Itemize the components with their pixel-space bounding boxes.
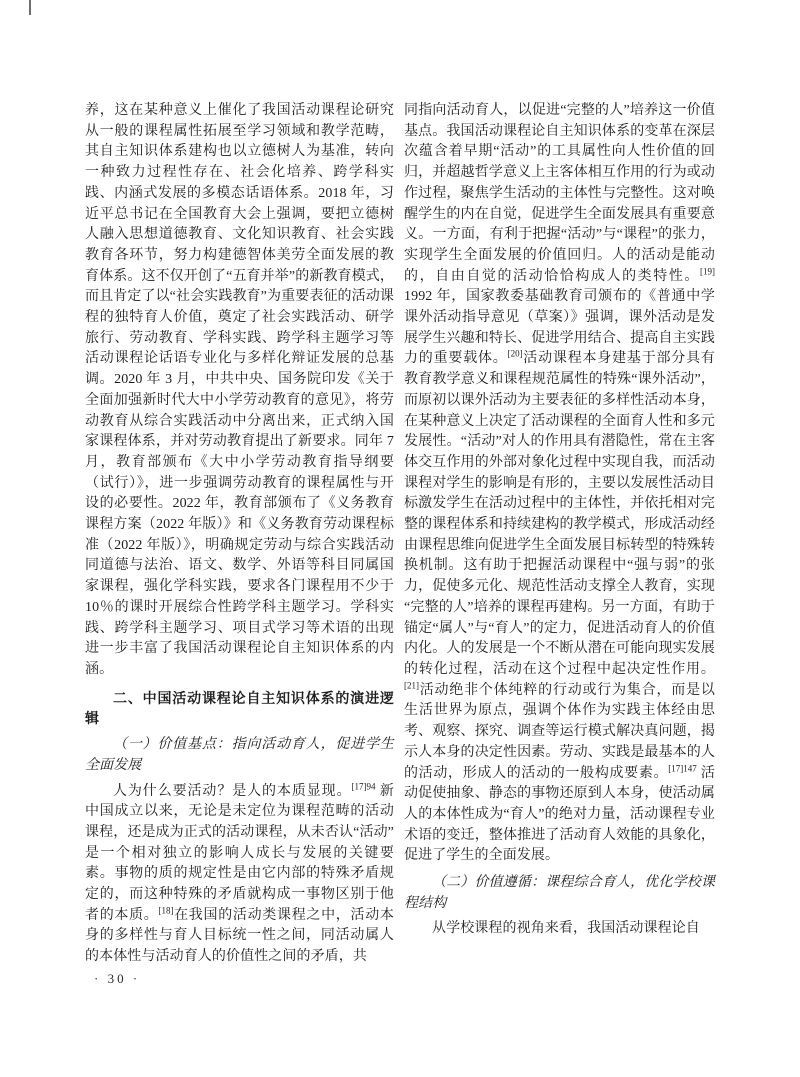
- paragraph: 养，这在某种意义上催化了我国活动课程论研究从一般的课程属性拓展至学习领域和教学范畴，其自主知识体系建构也以立德树人为基准，转向一种致力过程性存在、社会化培养、跨学科实践、内涵式发展的多模态话语体系。2018 年，习近平总书记在全国教育大会上强调，要把立德树人融入思想道德教育、文化知识教育、社会实践教育各环节，努力构建德智体美劳全面发展的教育体系。这不仅开创了“五育并举”的新教育模式，而且肯定了以“社会实践教育”为重要表征的活动课程的独特育人价值，奠定了社会实践活动、研学旅行、劳动教育、学科实践、跨学科主题学习等活动课程论话语专业化与多样化辩证发展的总基调。2020 年 3 月，中共中央、国务院印发《关于全面加强新时代大中小学劳动教育的意见》，将劳动教育从综合实践活动中分离出来，正式纳入国家课程体系，并对劳动教育提出了新要求。同年 7 月，教育部颁布《大中小学劳动教育指导纲要（试行）》，进一步强调劳动教育的课程属性与开设的必要性。2022 年，教育部颁布了《义务教育课程方案（2022 年版）》和《义务教育劳动课程标准（2022 年版）》，明确规定劳动与综合实践活动同道德与法治、语文、数学、外语等科目同属国家课程，强化学科实践，要求各门课程用不少于 10％的课时开展综合性跨学科主题学习。学科实践、跨学科主题学习、项目式学习等术语的出现进一步丰富了我国活动课程论自主知识体系的内涵。: [85, 103, 394, 677]
- paragraph: 同指向活动育人，以促进“完整的人”培养这一价值基点。我国活动课程论自主知识体系的变革在深层次蕴含着早期“活动”的工具属性向人性价值的回归，并超越哲学意义上主客体相互作用的行为或动作过程，聚焦学生活动的主体性与完整性。这对唤醒学生的内在自觉，促进学生全面发展具有重要意义。一方面，有利于把握“活动”与“课程”的张力，实现学生全面发展的价值回归。人的活动是能动的，自由自觉的活动恰恰构成人的类特性。[19] 1992 年，国家教委基础教育司颁布的《普通中学课外活动指导意见（草案）》强调，课外活动是发展学生兴趣和特长、促进学用结合、提高自主实践力的重要载体。[20]活动课程本身建基于部分具有教育教学意义和课程规范属性的特殊“课外活动”，而原初以课外活动为主要表征的多样性活动本身，在某种意义上决定了活动课程的全面育人性和多元发展性。“活动”对人的作用具有潜隐性，常在主客体交互作用的外部对象化过程中实现自我，而活动课程对学生的影响是有形的，主要以发展性活动目标激发学生在活动过程中的主体性，并依托相对完整的课程体系和持续建构的教学模式，形成活动经由课程思维向促进学生全面发展目标转型的特殊转换机制。这有助于把握活动课程中“强与弱”的张力，促使多元化、规范性活动支撑全人教育，实现“完整的人”培养的课程再建构。另一方面，有助于锚定“属人”与“育人”的定力，促进活动育人的价值内化。人的发展是一个不断从潜在可能向现实发展的转化过程，活动在这个过程中起决定性作用。[21]活动绝非个体纯粹的行动或行为集合，而是以生活世界为原点，强调个体作为实践主体经由思考、观察、探究、调查等运行模式解决真问题，揭示人本身的决定性因素。劳动、实践是最基本的人的活动，形成人的活动的一般构成要素。$^{[17]147}$ 活动促使抽象、静态的事物还原到人本身，使活动属人的本体性成为“育人”的绝对力量，活动课程专业术语的变迁，整体推进了活动育人效能的具象化，促进了学生的全面发展。: [404, 103, 715, 864]
- left-text-column: [85, 101, 394, 968]
- page-number: · 30 ·: [94, 971, 141, 986]
- citation-superscript: [21]: [404, 680, 419, 691]
- section-heading: 二、中国活动课程论自主知识体系的演进逻辑: [85, 689, 394, 727]
- subsection-heading: （一）价值基点：指向活动育人，促进学生全面发展: [85, 737, 394, 773]
- scan-artifact-mark: [29, 0, 31, 15]
- paragraph: 人为什么要活动？是人的本质显现。$^{[17]94}$ 新中国成立以来，无论是未定位为课程范畴的活动课程，还是成为正式的活动课程，从未否认“活动”是一个相对独立的影响人成长与发展的关键要素。事物的质的规定性是由它内部的特殊矛盾规定的，而这种特殊的矛盾就构成一事物区别于他者的本质。[18]在我国的活动类课程之中，活动本身的多样性与育人目标统一性之间，同活动属人的本体性与活动育人的价值性之间的矛盾，共: [85, 780, 394, 965]
- citation-superscript: [17]147: [668, 762, 697, 773]
- citation-superscript: [19]: [700, 265, 715, 276]
- paragraph: 从学校课程的视角来看，我国活动课程论自: [432, 921, 700, 937]
- right-text-column: [404, 101, 715, 940]
- citation-superscript: [17]94: [351, 780, 376, 791]
- citation-superscript: [20]: [507, 348, 523, 359]
- subsection-heading: （二）价值遵循：课程综合育人，优化学校课程结构: [404, 875, 715, 911]
- citation-superscript: [18]: [158, 905, 174, 916]
